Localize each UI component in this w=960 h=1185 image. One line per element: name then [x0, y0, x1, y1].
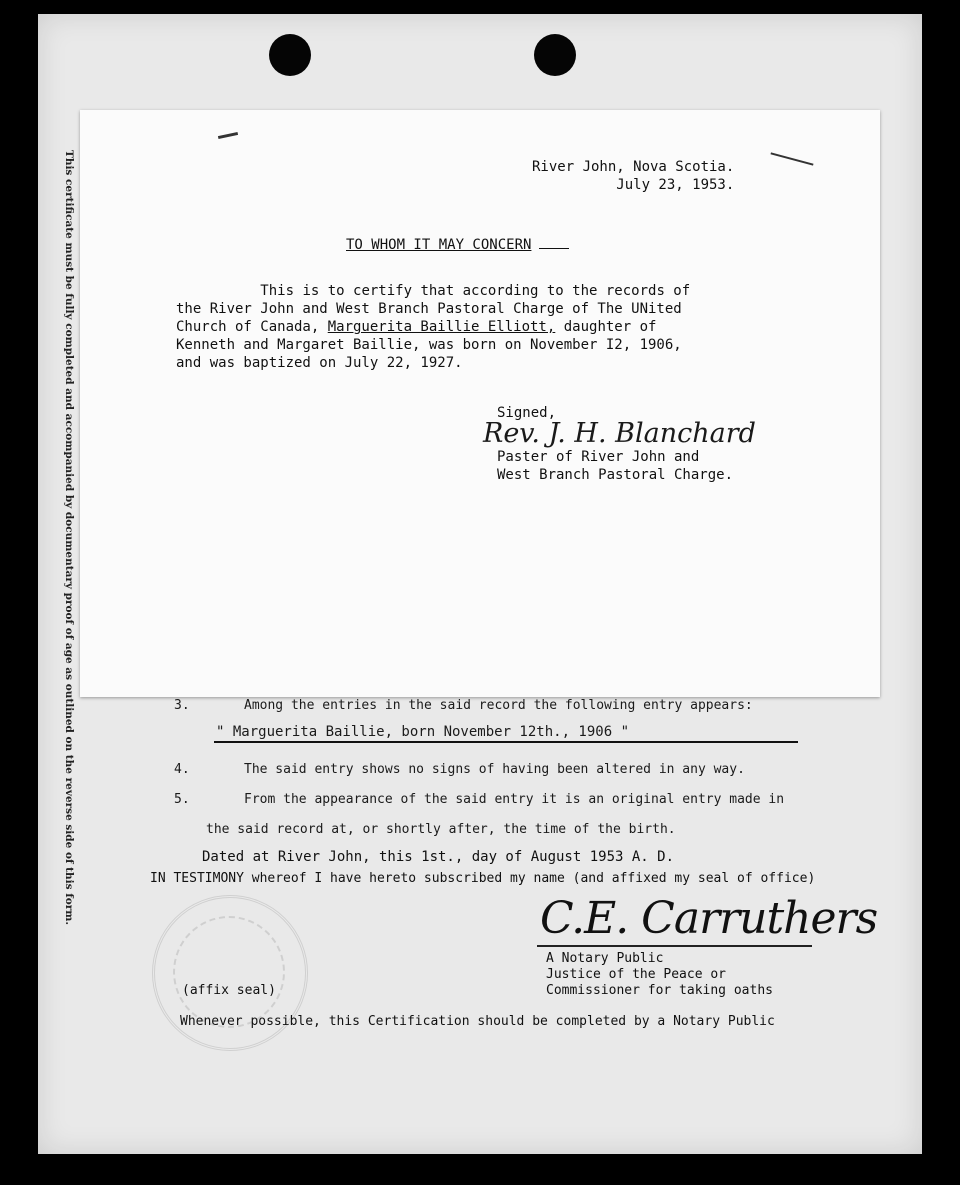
item-5-text-cont: the said record at, or shortly after, the time of the birth.	[206, 822, 676, 837]
pastor-title	[497, 448, 733, 484]
staple-mark	[218, 132, 238, 139]
notary-signature: C.E. Carruthers	[540, 893, 878, 944]
notary-title	[546, 951, 773, 999]
body-line-4: Kenneth and Margaret Baillie, was born on November I2, 1906,	[176, 337, 682, 353]
letter-place-date	[532, 158, 734, 194]
letter-body	[176, 282, 690, 372]
pastor-line-2: West Branch Pastoral Charge.	[497, 467, 734, 483]
record-entry-quote: " Marguerita Baillie, born November 12th., 1906 "	[216, 724, 630, 740]
heading-text: TO WHOM IT MAY CONCERN	[346, 237, 532, 253]
letter-date: July 23, 1953.	[616, 177, 735, 193]
punch-hole	[269, 34, 311, 76]
attached-letter	[80, 110, 880, 697]
body-line-2: the River John and West Branch Pastoral Charge of The UNited	[176, 301, 682, 317]
item-3-text: Among the entries in the said record the following entry appears:	[244, 698, 753, 713]
pastor-line-1: Paster of River John and	[497, 449, 700, 465]
body-line-1: This is to certify that according to the records of	[260, 283, 691, 299]
letter-heading	[346, 234, 569, 254]
body-line-5: and was baptized on July 22, 1927.	[176, 355, 463, 371]
side-instruction: This certificate must be fully completed and accompanied by documentary proof of age as outlined on the reverse side of this form.	[63, 150, 75, 926]
item-5-text: From the appearance of the said entry it is an original entry made in	[244, 792, 785, 807]
body-line-3a: Church of Canada,	[176, 319, 328, 335]
staple-mark	[770, 152, 813, 165]
item-5-number: 5.	[174, 792, 190, 807]
notary-line-3: Commissioner for taking oaths	[546, 983, 773, 998]
notary-footnote: Whenever possible, this Certification should be completed by a Notary Public	[180, 1014, 775, 1029]
heading-rule	[539, 234, 569, 249]
notary-line-1: A Notary Public	[546, 951, 664, 966]
dated-line: Dated at River John, this 1st., day of August 1953 A. D.	[202, 849, 675, 865]
signature-line	[537, 945, 812, 947]
punch-hole	[534, 34, 576, 76]
notary-line-2: Justice of the Peace or	[546, 967, 727, 982]
affix-seal-label: (affix seal)	[182, 983, 276, 998]
item-4-text: The said entry shows no signs of having been altered in any way.	[244, 762, 745, 777]
signed-label: Signed,	[497, 405, 557, 421]
subject-name: Marguerita Baillie Elliott,	[327, 319, 556, 335]
body-line-3b: daughter of	[555, 319, 657, 335]
quote-underline	[214, 741, 798, 743]
item-4-number: 4.	[174, 762, 190, 777]
item-3-number: 3.	[174, 698, 190, 713]
testimony-line: IN TESTIMONY whereof I have hereto subscribed my name (and affixed my seal of office)	[150, 871, 816, 886]
pastor-signature: Rev. J. H. Blanchard	[483, 418, 756, 449]
letter-place: River John, Nova Scotia.	[532, 159, 735, 175]
